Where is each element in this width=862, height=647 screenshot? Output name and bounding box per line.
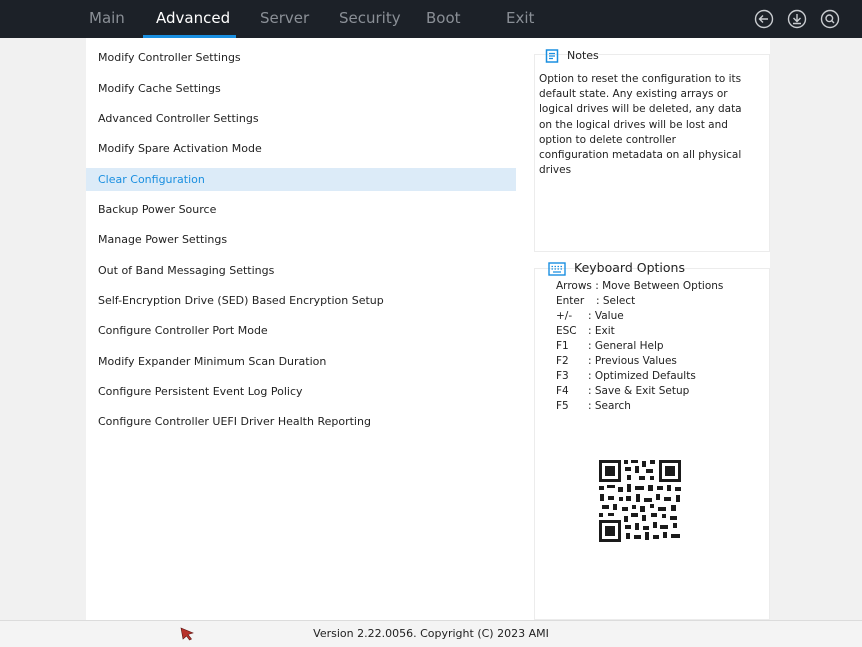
key-description: : Previous Values bbox=[588, 355, 677, 367]
version-copyright-text: Version 2.22.0056. Copyright (C) 2023 AMI bbox=[313, 627, 549, 640]
tab-security[interactable]: Security bbox=[339, 9, 401, 27]
key-row-f3 bbox=[556, 370, 696, 382]
key-description: : Select bbox=[596, 295, 636, 307]
notes-line: drives bbox=[539, 164, 572, 177]
key-row-plus-minus bbox=[556, 310, 624, 322]
notes-line: option to delete controller bbox=[539, 133, 676, 146]
menu-item-sed-encryption-setup[interactable]: Self-Encryption Drive (SED) Based Encryption Setup bbox=[98, 294, 384, 307]
menu-item-clear-configuration[interactable]: Clear Configuration bbox=[86, 168, 516, 191]
key-name: F3 bbox=[556, 370, 569, 382]
mouse-cursor-icon bbox=[180, 627, 194, 641]
key-description: : Search bbox=[588, 400, 631, 412]
key-description: : Move Between Options bbox=[595, 280, 724, 292]
tab-exit[interactable]: Exit bbox=[506, 9, 535, 27]
notes-icon bbox=[545, 49, 559, 63]
key-row-f5 bbox=[556, 400, 631, 412]
menu-item-modify-cache-settings[interactable]: Modify Cache Settings bbox=[98, 82, 221, 95]
key-name: F5 bbox=[556, 400, 569, 412]
menu-item-modify-spare-activation-mode[interactable]: Modify Spare Activation Mode bbox=[98, 142, 262, 155]
notes-line: logical drives will be deleted, any data bbox=[539, 103, 742, 116]
notes-text bbox=[539, 72, 761, 178]
search-icon[interactable] bbox=[820, 9, 840, 29]
keyboard-options-title: Keyboard Options bbox=[574, 260, 685, 275]
tab-main[interactable]: Main bbox=[89, 9, 125, 27]
menu-panel bbox=[86, 38, 532, 620]
menu-item-modify-controller-settings[interactable]: Modify Controller Settings bbox=[98, 51, 241, 64]
menu-item-modify-expander-scan-duration[interactable]: Modify Expander Minimum Scan Duration bbox=[98, 355, 327, 368]
key-name: F2 bbox=[556, 355, 569, 367]
key-row-f4 bbox=[556, 385, 689, 397]
key-name: Enter bbox=[556, 295, 585, 307]
menu-item-persistent-event-log-policy[interactable]: Configure Persistent Event Log Policy bbox=[98, 385, 303, 398]
key-row-f2 bbox=[556, 355, 677, 367]
key-row-arrows bbox=[556, 280, 723, 292]
menu-item-advanced-controller-settings[interactable]: Advanced Controller Settings bbox=[98, 112, 259, 125]
notes-line: on the logical drives will be lost and bbox=[539, 118, 728, 131]
key-row-enter bbox=[556, 295, 635, 307]
menu-item-backup-power-source[interactable]: Backup Power Source bbox=[98, 203, 217, 216]
key-name: F4 bbox=[556, 385, 569, 397]
key-description: : Save & Exit Setup bbox=[588, 385, 690, 397]
key-row-esc bbox=[556, 325, 615, 337]
key-description: : Optimized Defaults bbox=[588, 370, 696, 382]
key-row-f1 bbox=[556, 340, 664, 352]
keyboard-icon bbox=[548, 262, 566, 276]
notes-line: default state. Any existing arrays or bbox=[539, 88, 728, 101]
notes-title: Notes bbox=[567, 49, 599, 62]
key-name: ESC bbox=[556, 325, 577, 337]
qr-code-image bbox=[594, 452, 690, 548]
menu-item-configure-controller-port-mode[interactable]: Configure Controller Port Mode bbox=[98, 324, 268, 337]
back-icon[interactable] bbox=[754, 9, 774, 29]
menu-item-uefi-driver-health-reporting[interactable]: Configure Controller UEFI Driver Health Reporting bbox=[98, 415, 371, 428]
key-name: +/- bbox=[556, 310, 573, 322]
key-description: : General Help bbox=[588, 340, 664, 352]
notes-line: Option to reset the configuration to its bbox=[539, 73, 742, 85]
tab-server[interactable]: Server bbox=[260, 9, 310, 27]
tab-boot[interactable]: Boot bbox=[426, 9, 461, 27]
tab-advanced[interactable]: Advanced bbox=[156, 9, 231, 27]
key-name: Arrows bbox=[556, 280, 592, 292]
footer-bar bbox=[0, 620, 862, 647]
top-navigation-bar bbox=[0, 0, 862, 38]
key-description: : Exit bbox=[588, 325, 615, 337]
download-icon[interactable] bbox=[787, 9, 807, 29]
menu-item-out-of-band-messaging[interactable]: Out of Band Messaging Settings bbox=[98, 264, 275, 277]
key-name: F1 bbox=[556, 340, 569, 352]
menu-item-manage-power-settings[interactable]: Manage Power Settings bbox=[98, 233, 228, 246]
key-description: : Value bbox=[588, 310, 624, 322]
notes-line: configuration metadata on all physical bbox=[539, 149, 742, 162]
